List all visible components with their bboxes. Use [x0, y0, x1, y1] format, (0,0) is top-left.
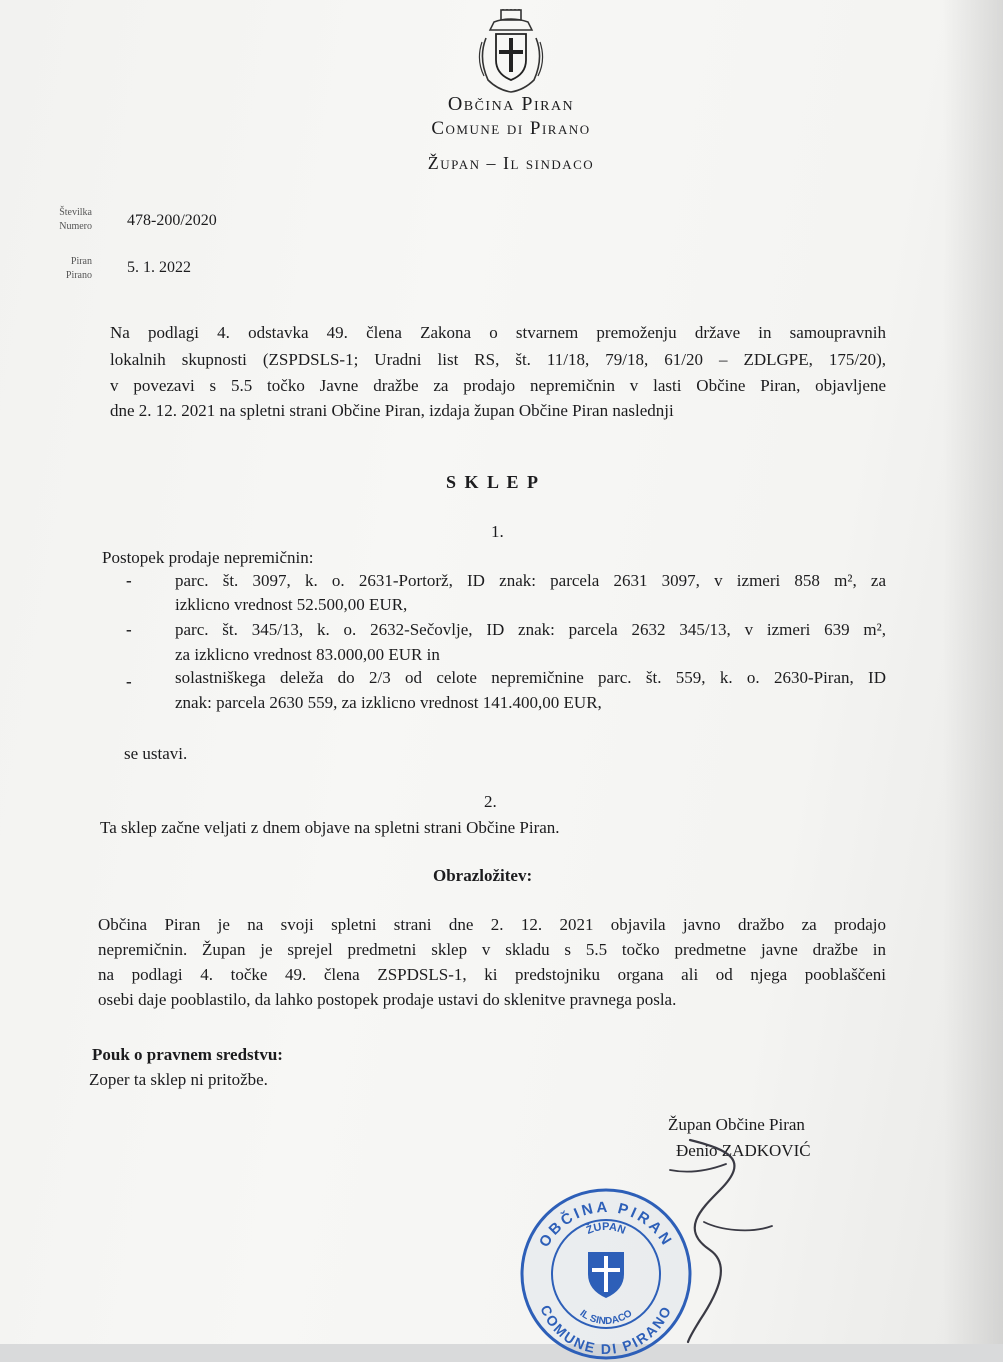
stamp-inner-top: ŽUPAN [584, 1220, 628, 1237]
reasoning-line: Občina Piran je na svoji spletni strani dne 2. 12. 2021 objavila javno dražbo za prodajo [98, 915, 886, 934]
list-item-line: za izklicno vrednost 83.000,00 EUR in [175, 645, 440, 664]
coat-of-arms-icon [474, 8, 548, 94]
office-title: Župan – Il sindaco [427, 153, 595, 173]
list-item-line: solastniškega deleža do 2/3 od celote nepremičnine parc. št. 559, k. o. 2630-Piran, ID [175, 668, 886, 687]
reasoning-heading: Obrazložitev: [433, 866, 533, 885]
reasoning-line: na podlagi 4. točke 49. člena ZSPDSLS-1, ki predstojniku organa ali od njega pooblaščeni [98, 965, 886, 984]
list-bullet: - [126, 571, 132, 590]
handwritten-signature [660, 1130, 800, 1344]
list-bullet: - [126, 620, 132, 639]
list-bullet: - [126, 672, 132, 691]
section-1-number: 1. [491, 522, 504, 541]
reasoning-line: osebi daje pooblastilo, da lahko postopek prodaje ustavi do sklenitve pravnega posla. [98, 990, 677, 1009]
legal-remedy-heading: Pouk o pravnem sredstvu: [92, 1045, 283, 1064]
signatory-title: Župan Občine Piran [668, 1115, 805, 1134]
stamp-inner-bottom: IL SINDACO [577, 1307, 635, 1328]
list-item-line: parc. št. 345/13, k. o. 2632-Sečovlje, ID znak: parcela 2632 345/13, v izmeri 639 m², [175, 620, 886, 639]
legal-remedy-text: Zoper ta sklep ni pritožbe. [89, 1070, 268, 1089]
list-item-line: znak: parcela 2630 559, za izklicno vrednost 141.400,00 EUR, [175, 693, 602, 712]
stamp-ring-top: OBČINA PIRAN [535, 1198, 677, 1251]
intro-line: dne 2. 12. 2021 na spletni strani Občine Piran, izdaja župan Občine Piran naslednji [110, 401, 674, 420]
municipality-name-it: Comune di Pirano [431, 118, 591, 139]
section-1-closing: se ustavi. [124, 744, 188, 763]
number-label-it: Numero [59, 221, 92, 232]
reasoning-line: nepremičnin. Župan je sprejel predmetni sklep v skladu s 5.5 točko predmetne javne dražbe in [98, 940, 886, 959]
stamp-ring-bottom: COMUNE DI PIRANO [537, 1302, 675, 1358]
intro-line: lokalnih skupnosti (ZSPDSLS-1; Uradni list RS, št. 11/18, 79/18, 61/20 – ZDLGPE, 175/20), [110, 350, 886, 369]
document-date: 5. 1. 2022 [127, 259, 191, 276]
number-label-sl: Številka [59, 207, 92, 218]
list-item-line: izklicno vrednost 52.500,00 EUR, [175, 595, 408, 614]
signatory-name: Đenio ZADKOVIĆ [676, 1141, 811, 1160]
section-2-number: 2. [484, 792, 497, 811]
municipality-name-sl: Občina Piran [447, 93, 575, 115]
place-label-sl: Piran [70, 256, 92, 267]
section-1-lead: Postopek prodaje nepremičnin: [102, 548, 314, 567]
document-number: 478-200/2020 [127, 212, 217, 229]
intro-line: Na podlagi 4. odstavka 49. člena Zakona o stvarnem premoženju države in samoupravnih [110, 323, 886, 342]
decision-title: S K L E P [446, 472, 541, 492]
place-label-it: Pirano [65, 270, 92, 281]
section-2-text: Ta sklep začne veljati z dnem objave na spletni strani Občine Piran. [100, 818, 560, 837]
intro-line: v povezavi s 5.5 točko Javne dražbe za prodajo nepremičnin v lasti Občine Piran, objavljene [110, 376, 886, 395]
list-item-line: parc. št. 3097, k. o. 2631-Portorž, ID znak: parcela 2631 3097, v izmeri 858 m², za [175, 571, 886, 590]
